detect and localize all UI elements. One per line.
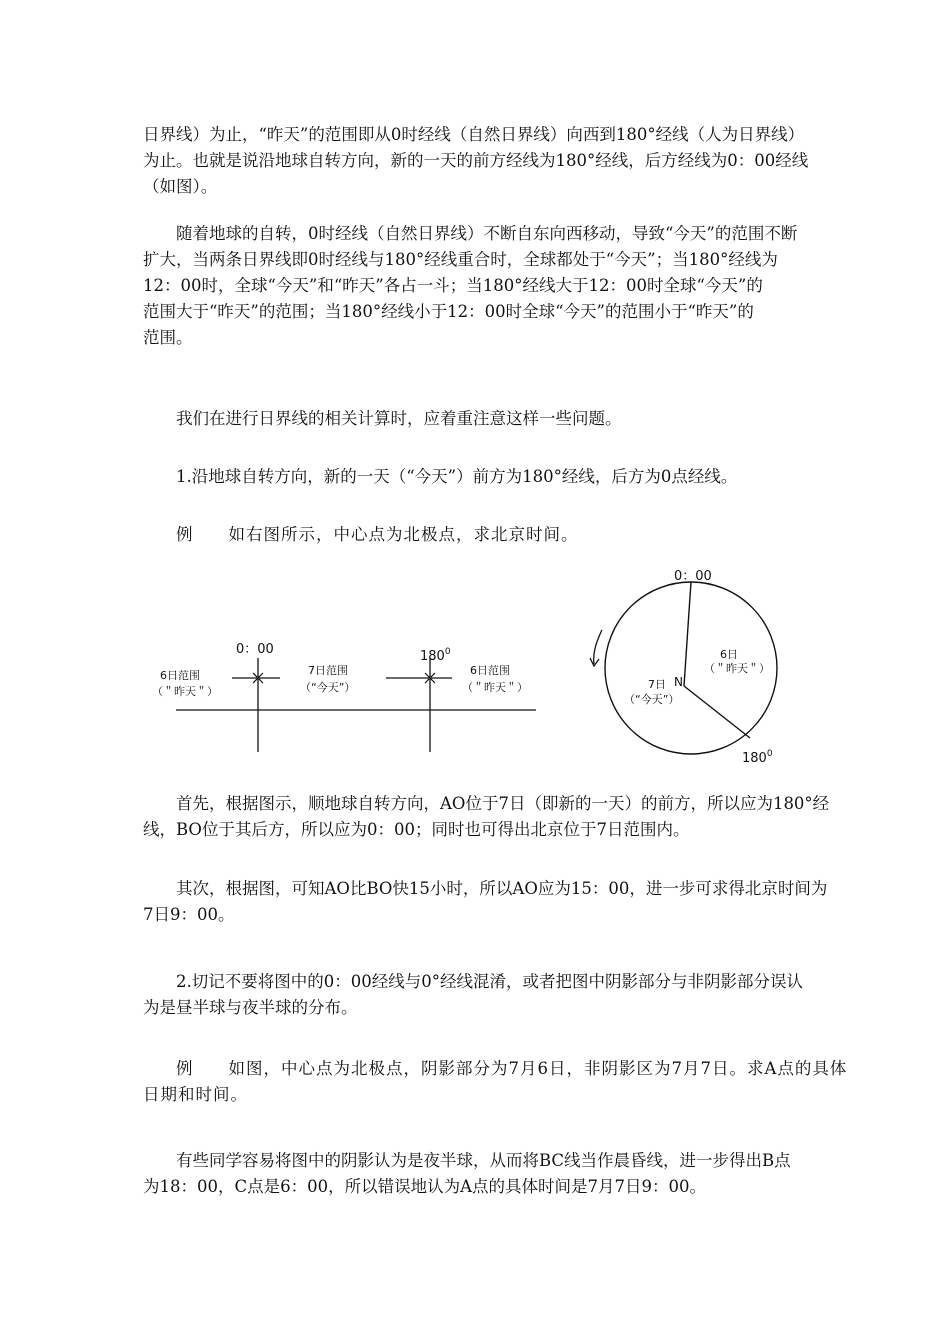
polar-label-180-sup: 0 bbox=[766, 749, 773, 759]
paragraph-6-line-2: 线，BO位于其后方，所以应为0：00；同时也可得出北京位于7日范围内。 bbox=[143, 820, 690, 839]
paragraph-1-line-3: （如图）。 bbox=[143, 177, 218, 196]
paragraph-3 bbox=[143, 406, 811, 432]
region-1-title: 6日范围 bbox=[160, 669, 200, 682]
paragraph-10 bbox=[143, 1148, 811, 1200]
paragraph-1-line-1: 日界线）为止，“昨天”的范围即从0时经线（自然日界线）向西到180°经线（人为日界线） bbox=[143, 125, 805, 144]
paragraph-2 bbox=[143, 221, 811, 351]
north-pole-label: N bbox=[674, 675, 683, 689]
date-line-figure bbox=[140, 560, 800, 778]
paragraph-6 bbox=[143, 791, 830, 843]
paragraph-1-line-2: 为止。也就是说沿地球自转方向，新的一天的前方经线为180°经线，后方经线为0：00经线 bbox=[143, 151, 809, 170]
polar-label-180 bbox=[742, 749, 773, 766]
example-2-line-2: 日期和时间。 bbox=[143, 1085, 248, 1104]
polar-label-180-base: 180 bbox=[742, 751, 767, 766]
paragraph-10-line-1: 有些同学容易将图中的阴影认为是夜半球，从而将BC线当作晨昏线，进一步得出B点 bbox=[176, 1151, 791, 1170]
paragraph-2-line-3: 12：00时，全球“今天”和“昨天”各占一斗；当180°经线大于12：00时全球“今天”的 bbox=[143, 276, 763, 295]
paragraph-7-line-1: 其次，根据图，可知AO比BO快15小时，所以AO应为15：00，进一步可求得北京时间为 bbox=[176, 879, 828, 898]
paragraph-8-line-1: 2.切记不要将图中的0：00经线与0°经线混淆，或者把图中阴影部分与非阴影部分误认 bbox=[176, 972, 803, 991]
region-2-subtitle: （“今天”） bbox=[300, 681, 356, 694]
paragraph-2-line-4: 范围大于“昨天”的范围；当180°经线小于12：00时全球“今天”的范围小于“昨天”的 bbox=[143, 302, 754, 321]
paragraph-3-line-1: 我们在进行日界线的相关计算时，应着重注意这样一些问题。 bbox=[176, 409, 622, 428]
yesterday-title: 6日 bbox=[720, 648, 738, 661]
rotation-arrow-icon bbox=[594, 630, 602, 664]
paragraph-7-line-2: 7日9：00。 bbox=[143, 905, 235, 924]
yesterday-subtitle: （＂昨天＂） bbox=[704, 662, 770, 675]
label-180 bbox=[420, 647, 451, 664]
paragraph-4-line-1: 1.沿地球自转方向，新的一天（“今天”）前方为180°经线，后方为0点经线。 bbox=[176, 467, 738, 486]
date-line-diagram bbox=[140, 560, 800, 778]
label-180-sup: 0 bbox=[444, 647, 451, 657]
paragraph-2-line-2: 扩大，当两条日界线即0时经线与180°经线重合时，全球都处于“今天”；当180°经线为 bbox=[143, 250, 778, 269]
paragraph-8 bbox=[143, 969, 811, 1021]
label-180-base: 180 bbox=[420, 649, 445, 664]
meridian-180-radius bbox=[684, 686, 750, 738]
example-2-line-1: 例 如图，中心点为北极点，阴影部分为7月6日，非阴影区为7月7日。求A点的具体 bbox=[176, 1059, 848, 1078]
example-1-line-1: 例 如右图所示，中心点为北极点，求北京时间。 bbox=[176, 525, 579, 544]
paragraph-8-line-2: 为是昼半球与夜半球的分布。 bbox=[143, 998, 358, 1017]
today-title: 7日 bbox=[648, 678, 666, 691]
region-2-title: 7日范围 bbox=[308, 664, 348, 677]
paragraph-4 bbox=[143, 464, 811, 490]
region-3-title: 6日范围 bbox=[470, 664, 510, 677]
polar-label-0000: 0：00 bbox=[674, 569, 712, 584]
paragraph-10-line-2: 为18：00，C点是6：00，所以错误地认为A点的具体时间是7月7日9：00。 bbox=[143, 1177, 707, 1196]
paragraph-7 bbox=[143, 876, 828, 928]
meridian-0000-radius bbox=[684, 582, 691, 686]
paragraph-2-line-5: 范围。 bbox=[143, 328, 193, 347]
label-0000: 0：00 bbox=[236, 642, 274, 657]
region-3-subtitle: （＂昨天＂） bbox=[462, 681, 528, 694]
rotation-arrowhead-icon bbox=[590, 658, 599, 666]
paragraph-2-line-1: 随着地球的自转，0时经线（自然日界线）不断自东向西移动，导致“今天”的范围不断 bbox=[176, 224, 798, 243]
example-1 bbox=[143, 522, 811, 548]
today-subtitle: （“今天”） bbox=[624, 693, 680, 706]
region-1-subtitle: （＂昨天＂） bbox=[152, 685, 218, 698]
example-2 bbox=[143, 1056, 848, 1108]
paragraph-6-line-1: 首先，根据图示，顺地球自转方向，AO位于7日（即新的一天）的前方，所以应为180°经 bbox=[176, 794, 830, 813]
paragraph-1 bbox=[143, 122, 811, 200]
